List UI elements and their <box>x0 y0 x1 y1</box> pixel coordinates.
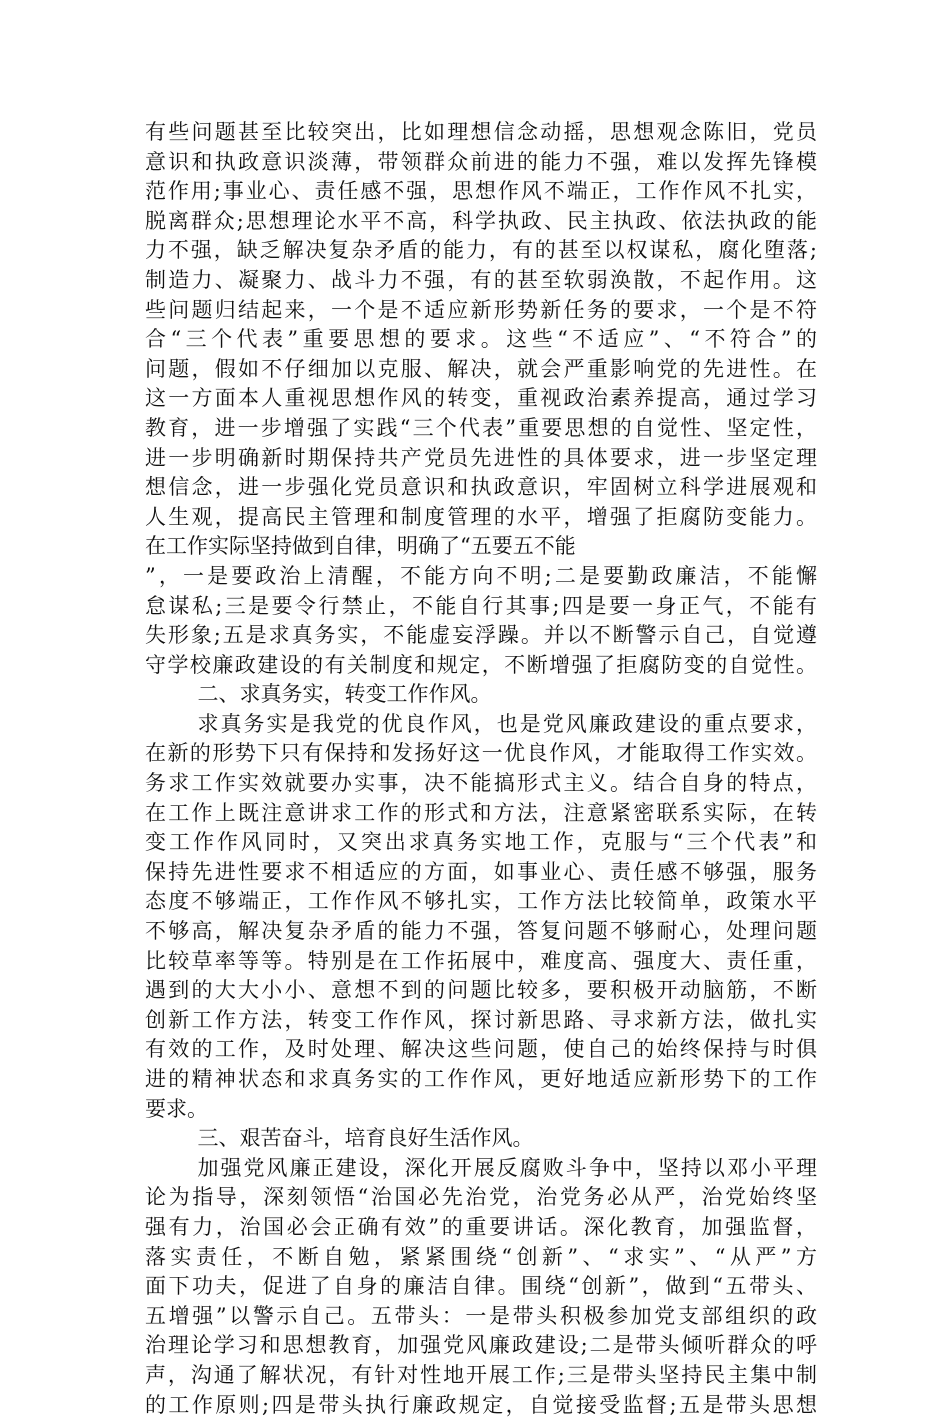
text-line: 态度不够端正，工作作风不够扎实，工作方法比较简单，政策水平 <box>145 889 817 914</box>
text-line: 力不强，缺乏解决复杂矛盾的能力，有的甚至以权谋私，腐化堕落; <box>145 238 817 263</box>
text-line: 强有力，治国必会正确有效”的重要讲话。深化教育，加强监督， <box>145 1214 817 1239</box>
text-line: 合“三个代表”重要思想的要求。这些“不适应”、“不符合”的 <box>145 327 817 352</box>
text-line: 二、求真务实，转变工作作风。 <box>197 682 492 707</box>
text-line: 人生观，提高民主管理和制度管理的水平，增强了拒腐防变能力。 <box>145 504 817 529</box>
text-line: 意识和执政意识淡薄，带领群众前进的能力不强，难以发挥先锋模 <box>145 149 817 174</box>
text-line: 进一步明确新时期保持共产党员先进性的具体要求，进一步坚定理 <box>145 445 817 470</box>
text-line: 在新的形势下只有保持和发扬好这一优良作风，才能取得工作实效。 <box>145 741 817 766</box>
text-line: 在工作上既注意讲求工作的形式和方法，注意紧密联系实际，在转 <box>145 800 817 825</box>
text-line: 不够高，解决复杂矛盾的能力不强，答复问题不够耐心，处理问题 <box>145 919 817 944</box>
text-line: 进的精神状态和求真务实的工作作风，更好地适应新形势下的工作 <box>145 1067 817 1091</box>
text-line: 在工作实际坚持做到自律，明确了“五要五不能 <box>145 534 576 559</box>
text-line: 怠谋私;三是要令行禁止，不能自行其事;四是要一身正气，不能有 <box>145 593 817 618</box>
text-line: 保持先进性要求不相适应的方面，如事业心、责任感不够强，服务 <box>145 859 817 884</box>
text-line: 五增强”以警示自己。五带头：一是带头积极参加党支部组织的政 <box>145 1303 817 1328</box>
text-line: 比较草率等等。特别是在工作拓展中，难度高、强度大、责任重， <box>145 948 817 973</box>
text-line: 问题，假如不仔细加以克服、解决，就会严重影响党的先进性。在 <box>145 356 817 381</box>
text-line: 要求。 <box>145 1096 208 1121</box>
text-line: 范作用;事业心、责任感不强，思想作风不端正，工作作风不扎实， <box>145 179 817 204</box>
text-line: 论为指导，深刻领悟“治国必先治党，治党务必从严，治党始终坚 <box>145 1185 817 1210</box>
text-line: 制造力、凝聚力、战斗力不强，有的甚至软弱涣散，不起作用。这 <box>145 267 817 292</box>
text-line: 想信念，进一步强化党员意识和执政意识，牢固树立科学进展观和 <box>145 475 817 500</box>
text-line: 务求工作实效就要办实事，决不能搞形式主义。结合自身的特点， <box>145 771 817 796</box>
text-line: 加强党风廉正建设，深化开展反腐败斗争中，坚持以邓小平理 <box>197 1155 817 1180</box>
document-body <box>145 118 817 1420</box>
text-line: 的工作原则;四是带头执行廉政规定，自觉接受监督;五是带头思想 <box>145 1392 817 1417</box>
text-line: 有些问题甚至比较突出，比如理想信念动摇，思想观念陈旧，党员 <box>145 120 817 144</box>
text-line: 教育，进一步增强了实践“三个代表”重要思想的自觉性、坚定性， <box>145 415 817 440</box>
text-line: 变工作作风同时，又突出求真务实地工作，克服与“三个代表”和 <box>145 830 817 855</box>
text-line: 失形象;五是求真务实，不能虚妄浮躁。并以不断警示自己，自觉遵 <box>145 623 817 648</box>
text-line: 落实责任，不断自勉，紧紧围绕“创新”、“求实”、“从严”方 <box>145 1244 817 1269</box>
text-line: 守学校廉政建设的有关制度和规定，不断增强了拒腐防变的自觉性。 <box>145 652 817 677</box>
text-line: 三、艰苦奋斗，培育良好生活作风。 <box>197 1126 534 1151</box>
text-line: 治理论学习和思想教育，加强党风廉政建设;二是带头倾听群众的呼 <box>145 1333 817 1358</box>
text-line: 面下功夫，促进了自身的廉洁自律。围绕“创新”，做到“五带头、 <box>145 1274 817 1299</box>
text-line: 创新工作方法，转变工作作风，探讨新思路、寻求新方法，做扎实 <box>145 1007 817 1032</box>
text-line: 脱离群众;思想理论水平不高，科学执政、民主执政、依法执政的能 <box>145 208 817 233</box>
text-line: 这一方面本人重视思想作风的转变，重视政治素养提高，通过学习 <box>145 386 817 411</box>
text-line: 遇到的大大小小、意想不到的问题比较多，要积极开动脑筋，不断 <box>145 978 817 1003</box>
text-line: ”，一是要政治上清醒，不能方向不明;二是要勤政廉洁，不能懈 <box>145 563 817 588</box>
text-line: 声，沟通了解状况，有针对性地开展工作;三是带头坚持民主集中制 <box>145 1362 817 1387</box>
text-line: 有效的工作，及时处理、解决这些问题，使自己的始终保持与时俱 <box>145 1037 817 1062</box>
text-line: 求真务实是我党的优良作风，也是党风廉政建设的重点要求， <box>197 711 817 736</box>
text-line: 些问题归结起来，一个是不适应新形势新任务的要求，一个是不符 <box>145 297 817 322</box>
